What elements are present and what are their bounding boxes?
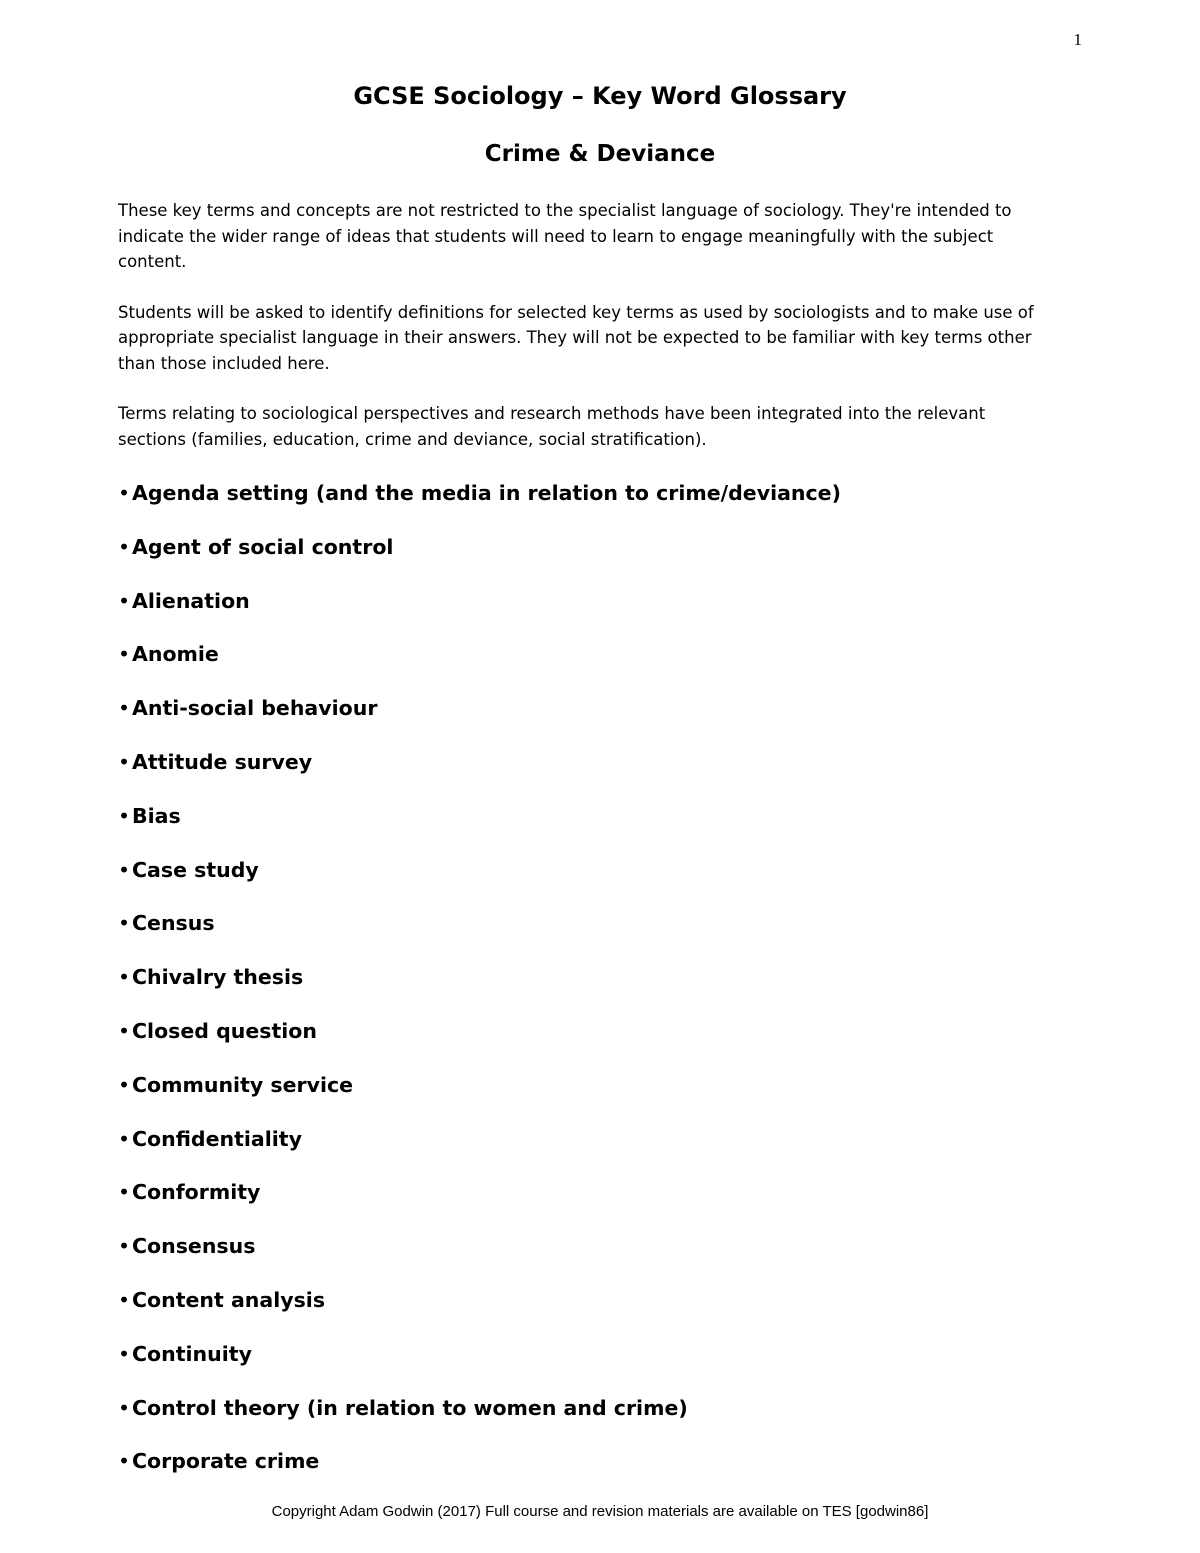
bullet-icon: •	[118, 1341, 131, 1366]
key-term: Closed question	[132, 1018, 317, 1043]
key-term-item	[118, 747, 1078, 801]
key-term: Census	[132, 911, 215, 936]
key-term: Consensus	[132, 1234, 256, 1259]
key-term: Corporate crime	[132, 1449, 320, 1474]
key-term-item	[118, 1393, 1078, 1447]
key-term: Alienation	[132, 588, 250, 613]
key-term: Agent of social control	[132, 534, 394, 559]
bullet-icon: •	[118, 1126, 131, 1151]
bullet-icon: •	[118, 1395, 131, 1420]
key-term-item	[118, 693, 1078, 747]
bullet-icon: •	[118, 1180, 131, 1205]
key-term-item	[118, 962, 1078, 1016]
bullet-icon: •	[118, 1072, 131, 1097]
key-term-item	[118, 1070, 1078, 1124]
key-term: Control theory (in relation to women and crime)	[132, 1395, 688, 1420]
bullet-icon: •	[118, 534, 131, 559]
bullet-icon: •	[118, 1234, 131, 1259]
key-term-list	[118, 478, 1078, 1500]
key-term-item	[118, 478, 1078, 532]
key-term-item	[118, 1124, 1078, 1178]
intro-paragraph: Students will be asked to identify definitions for selected key terms as used by sociologists and to make use of appropriate specialist language in their answers. They will not be expected to be familiar with key terms other than those included here.	[118, 302, 1034, 373]
copyright-footer: Copyright Adam Godwin (2017) Full course and revision materials are available on TES [godwin86]	[271, 1503, 929, 1520]
key-term-item	[118, 1339, 1078, 1393]
bullet-icon: •	[118, 588, 131, 613]
key-term: Community service	[132, 1072, 354, 1097]
page-number: 1	[1073, 30, 1082, 49]
key-term-item	[118, 1231, 1078, 1285]
bullet-icon: •	[118, 1449, 131, 1474]
bullet-icon: •	[118, 803, 131, 828]
key-term-item	[118, 639, 1078, 693]
bullet-icon: •	[118, 857, 131, 882]
key-term: Chivalry thesis	[132, 965, 304, 990]
key-term: Case study	[132, 857, 259, 882]
intro-text	[118, 198, 1038, 477]
key-term-item	[118, 1446, 1078, 1500]
bullet-icon: •	[118, 911, 131, 936]
bullet-icon: •	[118, 481, 131, 505]
key-term: Attitude survey	[132, 749, 313, 774]
key-term-item	[118, 801, 1078, 855]
key-term-item	[118, 532, 1078, 586]
intro-paragraph: These key terms and concepts are not restricted to the specialist language of sociology. They're intended to indicate the wider range of ideas that students will need to learn to engage meaningfully with the subject content.	[118, 201, 1012, 271]
key-term-item	[118, 1285, 1078, 1339]
page-subtitle: Crime & Deviance	[484, 141, 716, 167]
key-term-item	[118, 586, 1078, 640]
key-term-item	[118, 1177, 1078, 1231]
key-term: Continuity	[132, 1341, 252, 1366]
bullet-icon: •	[118, 1287, 131, 1312]
key-term: Anti-social behaviour	[132, 696, 378, 721]
bullet-icon: •	[118, 696, 131, 721]
bullet-icon: •	[118, 965, 131, 990]
key-term: Confidentiality	[132, 1126, 302, 1151]
key-term: Bias	[132, 803, 181, 828]
key-term: Conformity	[132, 1180, 261, 1205]
key-term: Agenda setting (and the media in relation to crime/deviance)	[132, 481, 841, 505]
key-term: Anomie	[132, 642, 219, 667]
intro-paragraph: Terms relating to sociological perspectives and research methods have been integrated into the relevant sections (families, education, crime and deviance, social stratification).	[118, 404, 986, 449]
key-term-item	[118, 908, 1078, 962]
key-term: Content analysis	[132, 1287, 326, 1312]
key-term-item	[118, 855, 1078, 909]
bullet-icon: •	[118, 749, 131, 774]
key-term-item	[118, 1016, 1078, 1070]
page-title: GCSE Sociology – Key Word Glossary	[353, 82, 847, 110]
bullet-icon: •	[118, 642, 131, 667]
bullet-icon: •	[118, 1018, 131, 1043]
